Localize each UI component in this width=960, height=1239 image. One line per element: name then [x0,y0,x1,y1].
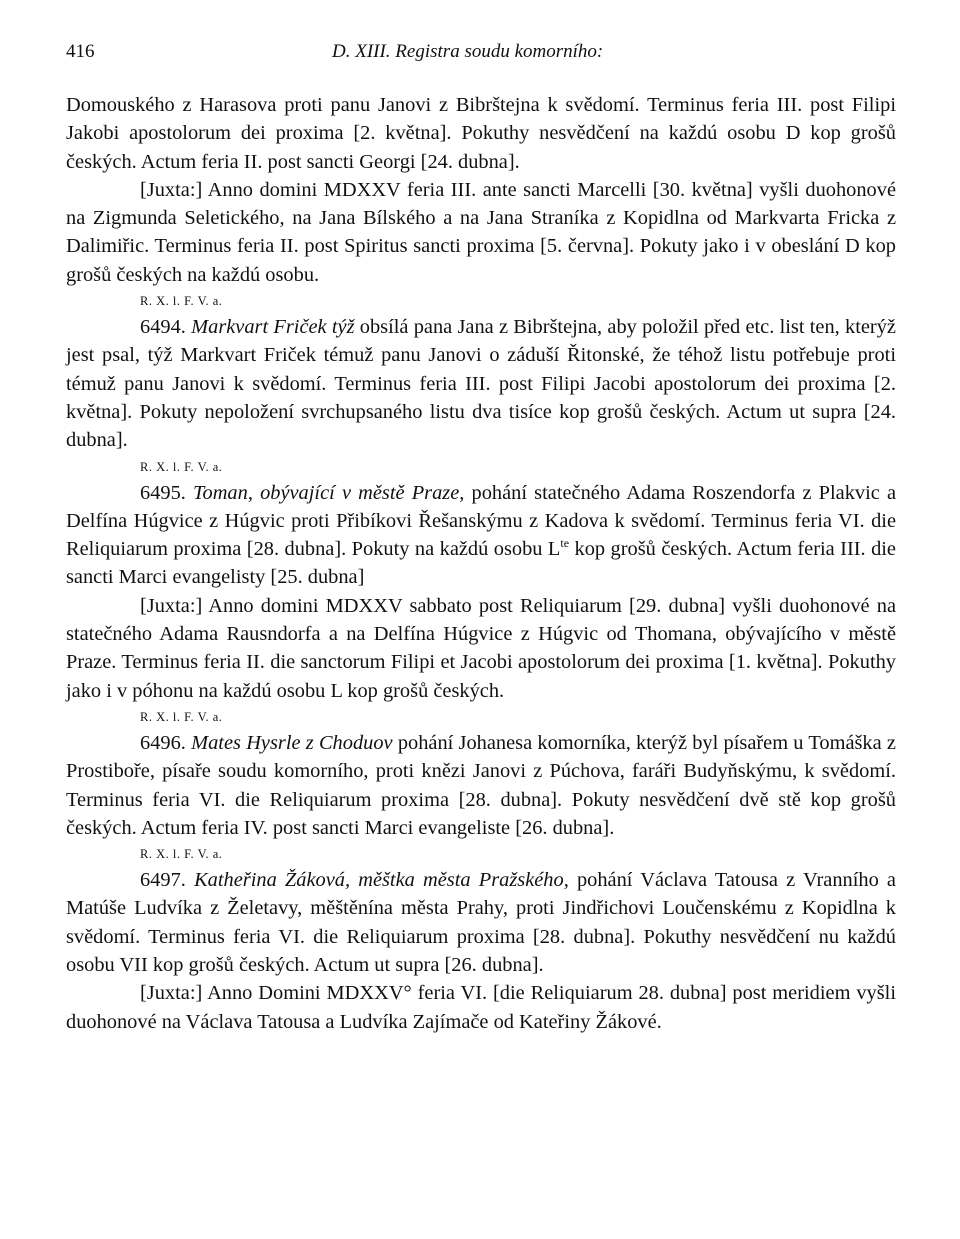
entry-number: 6494. [140,316,186,339]
page-number: 416 [66,41,95,62]
paragraph [66,979,896,1036]
entry-party: Toman, obývající v městě Praze, [193,481,465,504]
paragraph-text: [Juxta:] Anno domini MDXXV feria III. ante sancti Marcelli [30. května] vyšli duohonové na Zigmunda Seletického, na Jana Bílského a na Jana Straníka z Kopidlna od Markvarta Fricka z Dalimiřic. Terminus feria II. post Spiritus sancti proxima [5. června]. Pokuty jako i v obeslání D kop grošů českých na každú osobu. [66,178,896,286]
entry-6495 [66,479,896,592]
archive-signature: R. X. l. F. V. a. [140,459,223,474]
paragraph [66,592,896,705]
entry-party: Markvart Friček týž [191,316,355,339]
entry-party: Katheřina Žáková, měštka města Pražského, [194,869,569,892]
entry-text: obsílá pana Jana z Bibrštejna, aby položil před etc. list ten, kterýž jest psal, týž Markvart Friček témuž panu Janovi o záduší Řitonské, že téhož listu potřebuje proti témuž panu Janovi k svědomí. Terminus feria III. post Filipi Jacobi apostolorum dei proxima [2. května]. Pokuty nepoložení svrchupsaného listu dva tisíce kop grošů českých. Actum ut supra [24. dubna]. [66,316,896,452]
entry-number: 6495. [140,481,186,504]
entry-6494 [66,313,896,454]
paragraph [66,91,896,176]
entry-text: pohání Václava Tatousa z Vranního a Matúše Ludvíka z Želetavy, měštěnína města Prahy, proti Jindřichovi Loučenskému z Kopidlna k svědomí. Terminus feria VI. die Reliquiarum proxima [28. dubna]. Pokuthy nesvědčení nu každú osobu VII kop grošů českých. Actum ut supra [26. dubna]. [66,869,896,977]
running-title: D. XIII. Registra soudu komorního: [332,41,604,62]
paragraph-text: [Juxta:] Anno Domini MDXXV° feria VI. [die Reliquiarum 28. dubna] post meridiem vyšli duohonové na Václava Tatousa a Ludvíka Zajímače od Kateřiny Žákové. [66,982,896,1033]
entry-party: Mates Hysrle z Choduov [191,731,393,754]
archive-signature: R. X. l. F. V. a. [140,294,223,309]
superscript: te [560,536,570,551]
paragraph-text: [Juxta:] Anno domini MDXXV sabbato post Reliquiarum [29. dubna] vyšli duohonové na statečného Adama Rausndorfa a na Delfína Húgvice z Húgvic od Thomana, obývajícího v městě Praze. Terminus feria II. die sanctorum Filipi et Jacobi apostolorum dei proxima [1. května]. Pokuthy jako i v póhonu na každú osobu L kop grošů českých. [66,594,896,702]
archive-signature: R. X. l. F. V. a. [140,709,223,724]
paragraph-text: Domouského z Harasova proti panu Janovi z Bibrštejna k svědomí. Terminus feria III. post Filipi Jakobi apostolorum dei proxima [2. května]. Pokuthy nesvědčení na každú osobu D kop grošů českých. Actum feria II. post sancti Georgi [24. dubna]. [66,94,896,173]
archive-signature: R. X. l. F. V. a. [140,847,223,862]
entry-text: pohání statečného Adama Roszendorfa z Plakvic a Delfína Húgvice z Húgvic proti Přibíkovi Řešanskýmu z Kadova k svědomí. Terminus feria VI. die Reliquiarum proxima [28. dubna]. Pokuty na každú osobu L [66,481,896,561]
entry-text: pohání Johanesa komorníka, kterýž byl písařem u Tomáška z Prostiboře, písaře soudu komorního, proti knězi Janovi z Púchova, faráři Budyňskýmu, k svědomí. Terminus feria VI. die Reliquiarum proxima [28. dubna]. Pokuty nesvědčení dvě stě kop grošů českých. Actum feria IV. post sancti Marci evangeliste [26. dubna]. [66,731,896,839]
running-header [66,38,896,66]
entry-number: 6497. [140,869,186,892]
entry-text-continued: kop grošů českých. Actum feria III. die sancti Marci evangelisty [25. dubna] [66,538,896,589]
paragraph [66,176,896,289]
entry-6496 [66,729,896,842]
entry-6497 [66,866,896,979]
entry-number: 6496. [140,731,186,754]
